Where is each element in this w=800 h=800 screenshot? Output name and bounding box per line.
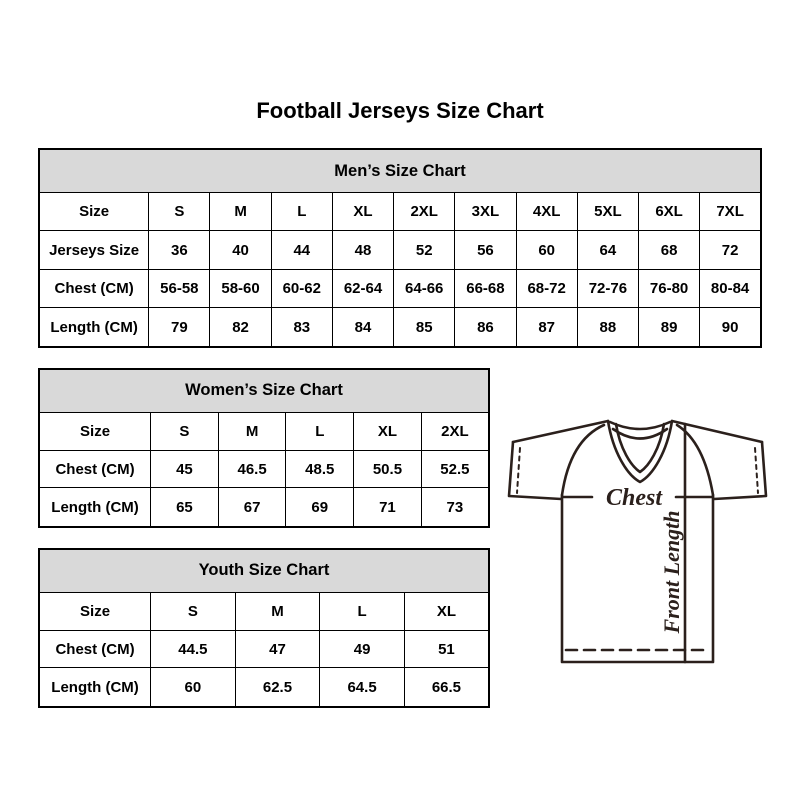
table-cell: 52 (394, 231, 455, 269)
table-cell: 40 (210, 231, 271, 269)
table-cell: 83 (271, 308, 332, 347)
right-cuff-dashed-line (755, 448, 758, 493)
column-header: 3XL (455, 193, 516, 231)
column-header: M (210, 193, 271, 231)
front-length-label: Front Length (659, 510, 684, 634)
table-cell: 88 (577, 308, 638, 347)
table-cell: 44.5 (151, 630, 236, 668)
jersey-body-outline (562, 495, 713, 662)
page-title: Football Jerseys Size Chart (256, 98, 544, 123)
left-cuff-dashed-line (517, 448, 520, 493)
table-cell: 60-62 (271, 269, 332, 307)
women-size-table (38, 368, 490, 528)
women-table-title-row (39, 369, 489, 412)
table-cell: 48 (332, 231, 393, 269)
row-header: Length (CM) (39, 668, 151, 707)
men-table-title-row (39, 149, 761, 193)
men-row-3 (39, 308, 761, 347)
women-row-0 (39, 412, 489, 450)
column-header: XL (354, 412, 422, 450)
column-header: XL (332, 193, 393, 231)
table-cell: 48.5 (286, 450, 354, 488)
men-row-0 (39, 193, 761, 231)
table-cell: 68-72 (516, 269, 577, 307)
table-cell: 36 (149, 231, 210, 269)
table-cell: 80-84 (700, 269, 761, 307)
column-header: L (271, 193, 332, 231)
men-table-title: Men’s Size Chart (39, 149, 761, 193)
women-row-2 (39, 488, 489, 527)
table-cell: 72 (700, 231, 761, 269)
table-cell: 82 (210, 308, 271, 347)
table-cell: 51 (404, 630, 489, 668)
table-cell: 50.5 (354, 450, 422, 488)
youth-table-title: Youth Size Chart (39, 549, 489, 592)
column-header: L (320, 592, 405, 630)
table-cell: 85 (394, 308, 455, 347)
jersey-right-raglan-seam (677, 425, 713, 495)
table-cell: 76-80 (638, 269, 699, 307)
womens-size-chart-table (38, 368, 490, 528)
size-header-cell: Size (39, 592, 151, 630)
men-row-1 (39, 231, 761, 269)
table-cell: 47 (235, 630, 320, 668)
column-header: 7XL (700, 193, 761, 231)
column-header: M (235, 592, 320, 630)
table-cell: 60 (151, 668, 236, 707)
column-header: 6XL (638, 193, 699, 231)
table-cell: 65 (151, 488, 219, 527)
table-cell: 68 (638, 231, 699, 269)
table-cell: 73 (421, 488, 489, 527)
column-header: 2XL (421, 412, 489, 450)
table-cell: 89 (638, 308, 699, 347)
table-cell: 60 (516, 231, 577, 269)
row-header: Jerseys Size (39, 231, 149, 269)
column-header: S (151, 412, 219, 450)
size-header-cell: Size (39, 412, 151, 450)
table-cell: 49 (320, 630, 405, 668)
youth-row-1 (39, 630, 489, 668)
column-header: S (151, 592, 236, 630)
table-cell: 56 (455, 231, 516, 269)
column-header: 4XL (516, 193, 577, 231)
row-header: Chest (CM) (39, 630, 151, 668)
youth-row-0 (39, 592, 489, 630)
youth-row-2 (39, 668, 489, 707)
table-cell: 62.5 (235, 668, 320, 707)
table-cell: 71 (354, 488, 422, 527)
men-row-2 (39, 269, 761, 307)
table-cell: 52.5 (421, 450, 489, 488)
table-cell: 46.5 (218, 450, 286, 488)
table-cell: 79 (149, 308, 210, 347)
table-cell: 66.5 (404, 668, 489, 707)
table-cell: 58-60 (210, 269, 271, 307)
table-cell: 45 (151, 450, 219, 488)
row-header: Length (CM) (39, 308, 149, 347)
chest-label: Chest (605, 485, 663, 511)
size-header-cell: Size (39, 193, 149, 231)
column-header: XL (404, 592, 489, 630)
table-cell: 66-68 (455, 269, 516, 307)
jersey-left-raglan-seam (562, 425, 604, 495)
table-cell: 72-76 (577, 269, 638, 307)
row-header: Chest (CM) (39, 450, 151, 488)
table-cell: 86 (455, 308, 516, 347)
mens-size-chart-table (38, 148, 762, 348)
row-header: Chest (CM) (39, 269, 149, 307)
youth-size-chart-table (38, 548, 490, 708)
table-cell: 90 (700, 308, 761, 347)
women-table-title: Women’s Size Chart (39, 369, 489, 412)
row-header: Length (CM) (39, 488, 151, 527)
youth-table-title-row (39, 549, 489, 592)
column-header: M (218, 412, 286, 450)
women-row-1 (39, 450, 489, 488)
column-header: L (286, 412, 354, 450)
youth-size-table (38, 548, 490, 708)
table-cell: 64-66 (394, 269, 455, 307)
column-header: 5XL (577, 193, 638, 231)
table-cell: 87 (516, 308, 577, 347)
table-cell: 56-58 (149, 269, 210, 307)
table-cell: 44 (271, 231, 332, 269)
table-cell: 64 (577, 231, 638, 269)
men-size-table (38, 148, 762, 348)
column-header: S (149, 193, 210, 231)
jersey-measurement-diagram (500, 400, 780, 680)
table-cell: 84 (332, 308, 393, 347)
table-cell: 67 (218, 488, 286, 527)
column-header: 2XL (394, 193, 455, 231)
table-cell: 64.5 (320, 668, 405, 707)
table-cell: 62-64 (332, 269, 393, 307)
jersey-collar-back-arc-2 (613, 429, 667, 439)
table-cell: 69 (286, 488, 354, 527)
jersey-collar-back-arc-1 (610, 422, 670, 429)
